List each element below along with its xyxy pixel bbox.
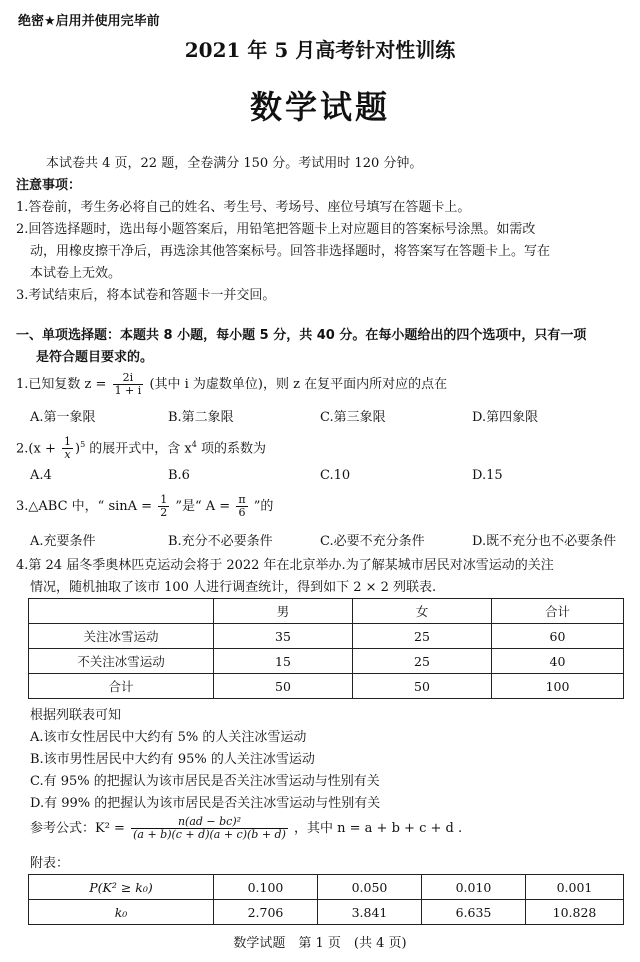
q3-fraction-1: $\frac{1}{2}$ bbox=[160, 493, 168, 519]
q3-fraction-2: $\frac{\pi}{6}$ bbox=[238, 493, 246, 519]
table-row bbox=[29, 624, 624, 649]
note-3: 3.考试结束后，将本试卷和答题卡一并交回。 bbox=[16, 288, 276, 303]
table-row bbox=[29, 875, 624, 900]
note-2-line-1: 2.回答选择题时，选出每小题答案后，用铅笔把答题卡上对应题目的答案标号涂黑。如需改 bbox=[16, 222, 536, 237]
q3-option-d: D.既不充分也不必要条件 bbox=[472, 534, 617, 549]
contingency-table bbox=[28, 598, 624, 699]
q3-option-b: B.充分不必要条件 bbox=[168, 534, 273, 549]
intro-text: 本试卷共 4 页，22 题，全卷满分 150 分。考试用时 120 分钟。 bbox=[46, 156, 423, 171]
note-2-line-2: 动，用橡皮擦干净后，再选涂其他答案标号。回答非选择题时，将答案写在答题卡上。写在 bbox=[30, 244, 551, 259]
table-cell: 合计 bbox=[492, 599, 624, 624]
note-2-line-3: 本试卷上无效。 bbox=[30, 266, 122, 281]
secret-label: 绝密★启用并使用完毕前 bbox=[18, 14, 160, 29]
table-cell: 男 bbox=[214, 599, 353, 624]
q4-option-c: C.有 95% 的把握认为该市居民是否关注冰雪运动与性别有关 bbox=[30, 774, 380, 789]
table-cell: 35 bbox=[214, 624, 353, 649]
q2-option-b: B.6 bbox=[168, 468, 190, 483]
table-cell: 25 bbox=[353, 649, 492, 674]
q4-lead: 根据列联表可知 bbox=[30, 708, 122, 723]
q1-option-d: D.第四象限 bbox=[472, 410, 539, 425]
table-cell: 0.100 bbox=[214, 875, 318, 900]
question-4-line-1: 4.第 24 届冬季奥林匹克运动会将于 2022 年在北京举办.为了解某城市居民对冰雪运动的关注 bbox=[16, 558, 554, 573]
notes-heading: 注意事项： bbox=[16, 178, 82, 193]
table-cell: 40 bbox=[492, 649, 624, 674]
table-cell: 50 bbox=[353, 674, 492, 699]
appendix-label: 附表： bbox=[30, 856, 70, 871]
table-cell: k₀ bbox=[29, 900, 214, 925]
section-1-heading: 一、单项选择题：本题共 8 小题，每小题 5 分，共 40 分。在每小题给出的四个选项中，只有一项 bbox=[16, 328, 587, 343]
table-cell: 女 bbox=[353, 599, 492, 624]
page-footer: 数学试题 第 1 页 (共 4 页) bbox=[233, 936, 407, 951]
q2-option-a: A.4 bbox=[30, 468, 52, 483]
table-cell: P(K² ≥ k₀) bbox=[29, 875, 214, 900]
table-row bbox=[29, 649, 624, 674]
table-cell: 不关注冰雪运动 bbox=[29, 649, 214, 674]
table-cell: 25 bbox=[353, 624, 492, 649]
reference-table bbox=[28, 874, 624, 925]
q1-option-c: C.第三象限 bbox=[320, 410, 386, 425]
table-cell: 合计 bbox=[29, 674, 214, 699]
q1-option-b: B.第二象限 bbox=[168, 410, 234, 425]
question-3: 3.△ABC 中，“ sinA = $\frac{1}{2}$ ”是“ A = $\frac{\pi}{6}$ ”的 bbox=[16, 493, 274, 519]
question-2: 2.(x + $\frac{1}{x}$ )$^5$ 的展开式中，含 $x^4$ 项的系数为 bbox=[16, 435, 267, 462]
table-cell: 6.635 bbox=[422, 900, 526, 925]
table-cell: 0.001 bbox=[526, 875, 624, 900]
q1-fraction: $\frac{2i}{1 + i}$ bbox=[114, 371, 142, 397]
table-cell: 0.010 bbox=[422, 875, 526, 900]
section-1-heading-cont: 是符合题目要求的。 bbox=[36, 350, 154, 365]
question-1: 1.已知复数 z = $\frac{2i}{1 + i}$ (其中 i 为虚数单位)，则 z 在复平面内所对应的点在 bbox=[16, 371, 448, 397]
formula-fraction: $\frac{\text{n(ad − bc)²}}{(a + b)(c + d)(a + c)(b + d)}$ bbox=[133, 815, 286, 841]
question-4-line-2: 情况，随机抽取了该市 100 人进行调查统计，得到如下 2 × 2 列联表. bbox=[30, 580, 437, 595]
table-cell: 15 bbox=[214, 649, 353, 674]
exam-title: 2021 年 5 月高考针对性训练 bbox=[184, 38, 456, 62]
table-cell: 关注冰雪运动 bbox=[29, 624, 214, 649]
q4-option-d: D.有 99% 的把握认为该市居民是否关注冰雪运动与性别有关 bbox=[30, 796, 381, 811]
table-cell: 60 bbox=[492, 624, 624, 649]
q3-option-c: C.必要不充分条件 bbox=[320, 534, 425, 549]
q2-fraction: $\frac{1}{x}$ bbox=[63, 435, 71, 462]
table-row bbox=[29, 900, 624, 925]
q1-option-a: A.第一象限 bbox=[30, 410, 96, 425]
table-cell: 10.828 bbox=[526, 900, 624, 925]
table-cell: 0.050 bbox=[318, 875, 422, 900]
table-row bbox=[29, 674, 624, 699]
table-cell: 50 bbox=[214, 674, 353, 699]
table-cell bbox=[29, 599, 214, 624]
q4-option-a: A.该市女性居民中大约有 5% 的人关注冰雪运动 bbox=[30, 730, 307, 745]
table-header-row bbox=[29, 599, 624, 624]
table-cell: 3.841 bbox=[318, 900, 422, 925]
q4-option-b: B.该市男性居民中大约有 95% 的人关注冰雪运动 bbox=[30, 752, 315, 767]
subject-title: 数学试题 bbox=[249, 88, 390, 126]
reference-formula: 参考公式：K² = $\frac{\text{n(ad − bc)²}}{(a + b)(c + d)(a + c)(b + d)}$ ，其中 n = a + b + c + d . bbox=[30, 815, 463, 841]
q2-option-c: C.10 bbox=[320, 468, 351, 483]
table-cell: 100 bbox=[492, 674, 624, 699]
q3-option-a: A.充要条件 bbox=[30, 534, 96, 549]
table-cell: 2.706 bbox=[214, 900, 318, 925]
note-1: 1.答卷前，考生务必将自己的姓名、考生号、考场号、座位号填写在答题卡上。 bbox=[16, 200, 471, 215]
q2-option-d: D.15 bbox=[472, 468, 503, 483]
